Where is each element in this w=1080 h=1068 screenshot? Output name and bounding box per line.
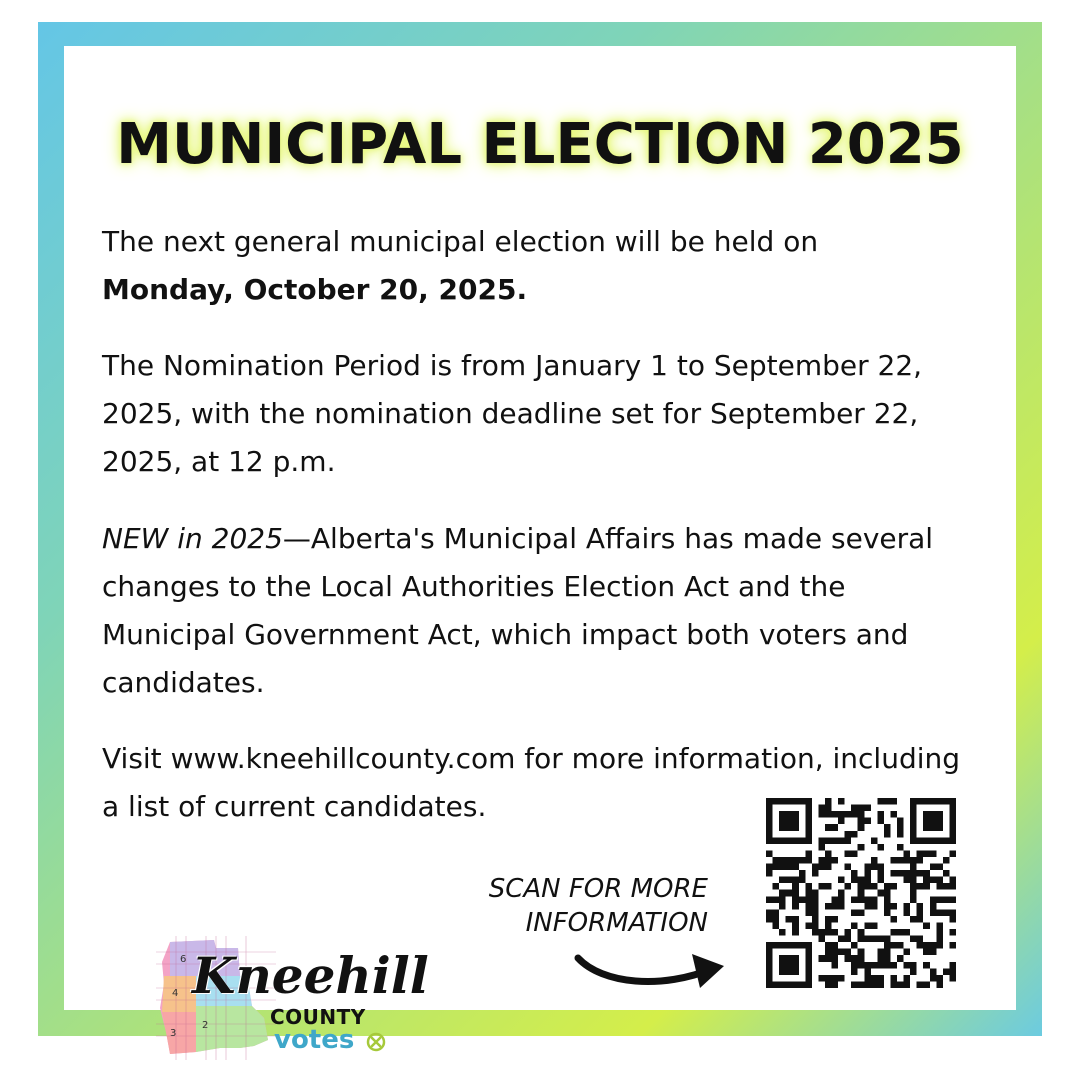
curved-arrow-icon <box>572 940 732 1000</box>
page-title: MUNICIPAL ELECTION 2025 <box>116 112 964 177</box>
election-date-paragraph <box>102 218 972 314</box>
qr-code-icon[interactable] <box>766 798 956 988</box>
changes-paragraph <box>102 515 972 707</box>
scan-line-2: INFORMATION <box>525 908 708 938</box>
election-date-intro: The next general municipal election will be held on <box>102 225 819 258</box>
svg-text:6: 6 <box>180 954 187 965</box>
scan-callout <box>400 872 708 940</box>
logo-votes: votes <box>274 1025 355 1055</box>
svg-text:4: 4 <box>172 988 179 999</box>
new-in-2025-label: NEW in 2025 <box>102 522 283 555</box>
nomination-paragraph: The Nomination Period is from January 1 to September 22, 2025, with the nomination deadline set for September 22, 2025, at 12 p.m. <box>102 349 923 478</box>
svg-text:3: 3 <box>170 1028 177 1039</box>
scan-line-1: SCAN FOR MORE <box>488 874 708 904</box>
svg-text:2: 2 <box>202 1020 209 1031</box>
visit-website-paragraph: Visit www.kneehillcounty.com for more information, including a list of current candidates. <box>102 742 961 823</box>
ballot-check-icon <box>366 1032 386 1052</box>
kneehill-county-votes-logo <box>156 936 429 1062</box>
election-date: Monday, October 20, 2025. <box>102 273 528 306</box>
logo-county: COUNTY <box>270 1005 366 1029</box>
changes-text: —Alberta's Municipal Affairs has made several changes to the Local Authorities Election Act and the Municipal Government Act, which impact both voters and candidates. <box>102 522 934 699</box>
logo-kneehill: Kneehill <box>192 946 429 1005</box>
